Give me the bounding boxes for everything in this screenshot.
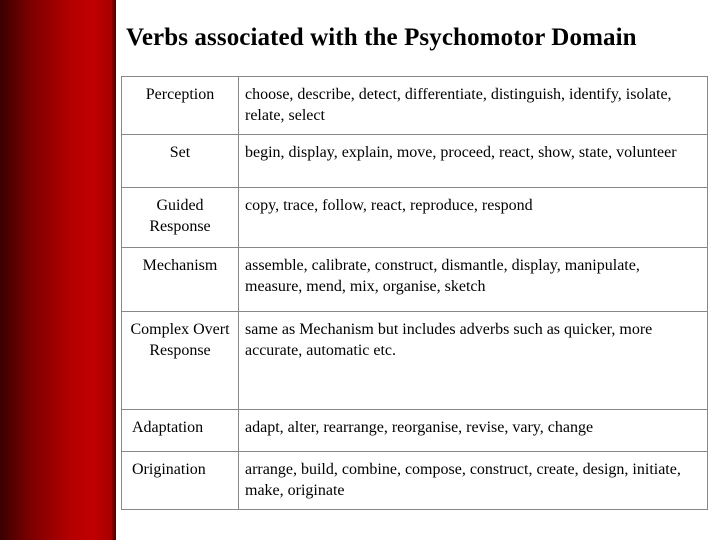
table-row <box>122 410 708 452</box>
table-row <box>122 135 708 188</box>
level-cell-complex-overt-response: Complex Overt Response <box>122 312 239 410</box>
level-cell-perception: Perception <box>122 77 239 135</box>
table-row <box>122 77 708 135</box>
table-row <box>122 248 708 312</box>
verbs-cell-complex-overt-response: same as Mechanism but includes adverbs such as quicker, more accurate, automatic etc. <box>239 312 708 410</box>
table-row <box>122 452 708 510</box>
level-cell-guided-response: Guided Response <box>122 188 239 248</box>
level-cell-adaptation: Adaptation <box>122 410 239 452</box>
verbs-cell-adaptation: adapt, alter, rearrange, reorganise, revise, vary, change <box>239 410 708 452</box>
table-row <box>122 312 708 410</box>
verbs-cell-origination: arrange, build, combine, compose, construct, create, design, initiate, make, originate <box>239 452 708 510</box>
level-cell-set: Set <box>122 135 239 188</box>
verbs-cell-mechanism: assemble, calibrate, construct, dismantle, display, manipulate, measure, mend, mix, organise, sketch <box>239 248 708 312</box>
verbs-cell-set: begin, display, explain, move, proceed, react, show, state, volunteer <box>239 135 708 188</box>
slide-title: Verbs associated with the Psychomotor Domain <box>126 24 637 51</box>
decorative-sidebar <box>0 0 116 540</box>
level-cell-origination: Origination <box>122 452 239 510</box>
verbs-cell-guided-response: copy, trace, follow, react, reproduce, respond <box>239 188 708 248</box>
psychomotor-verbs-table <box>121 76 708 510</box>
verbs-cell-perception: choose, describe, detect, differentiate, distinguish, identify, isolate, relate, select <box>239 77 708 135</box>
level-cell-mechanism: Mechanism <box>122 248 239 312</box>
table-row <box>122 188 708 248</box>
